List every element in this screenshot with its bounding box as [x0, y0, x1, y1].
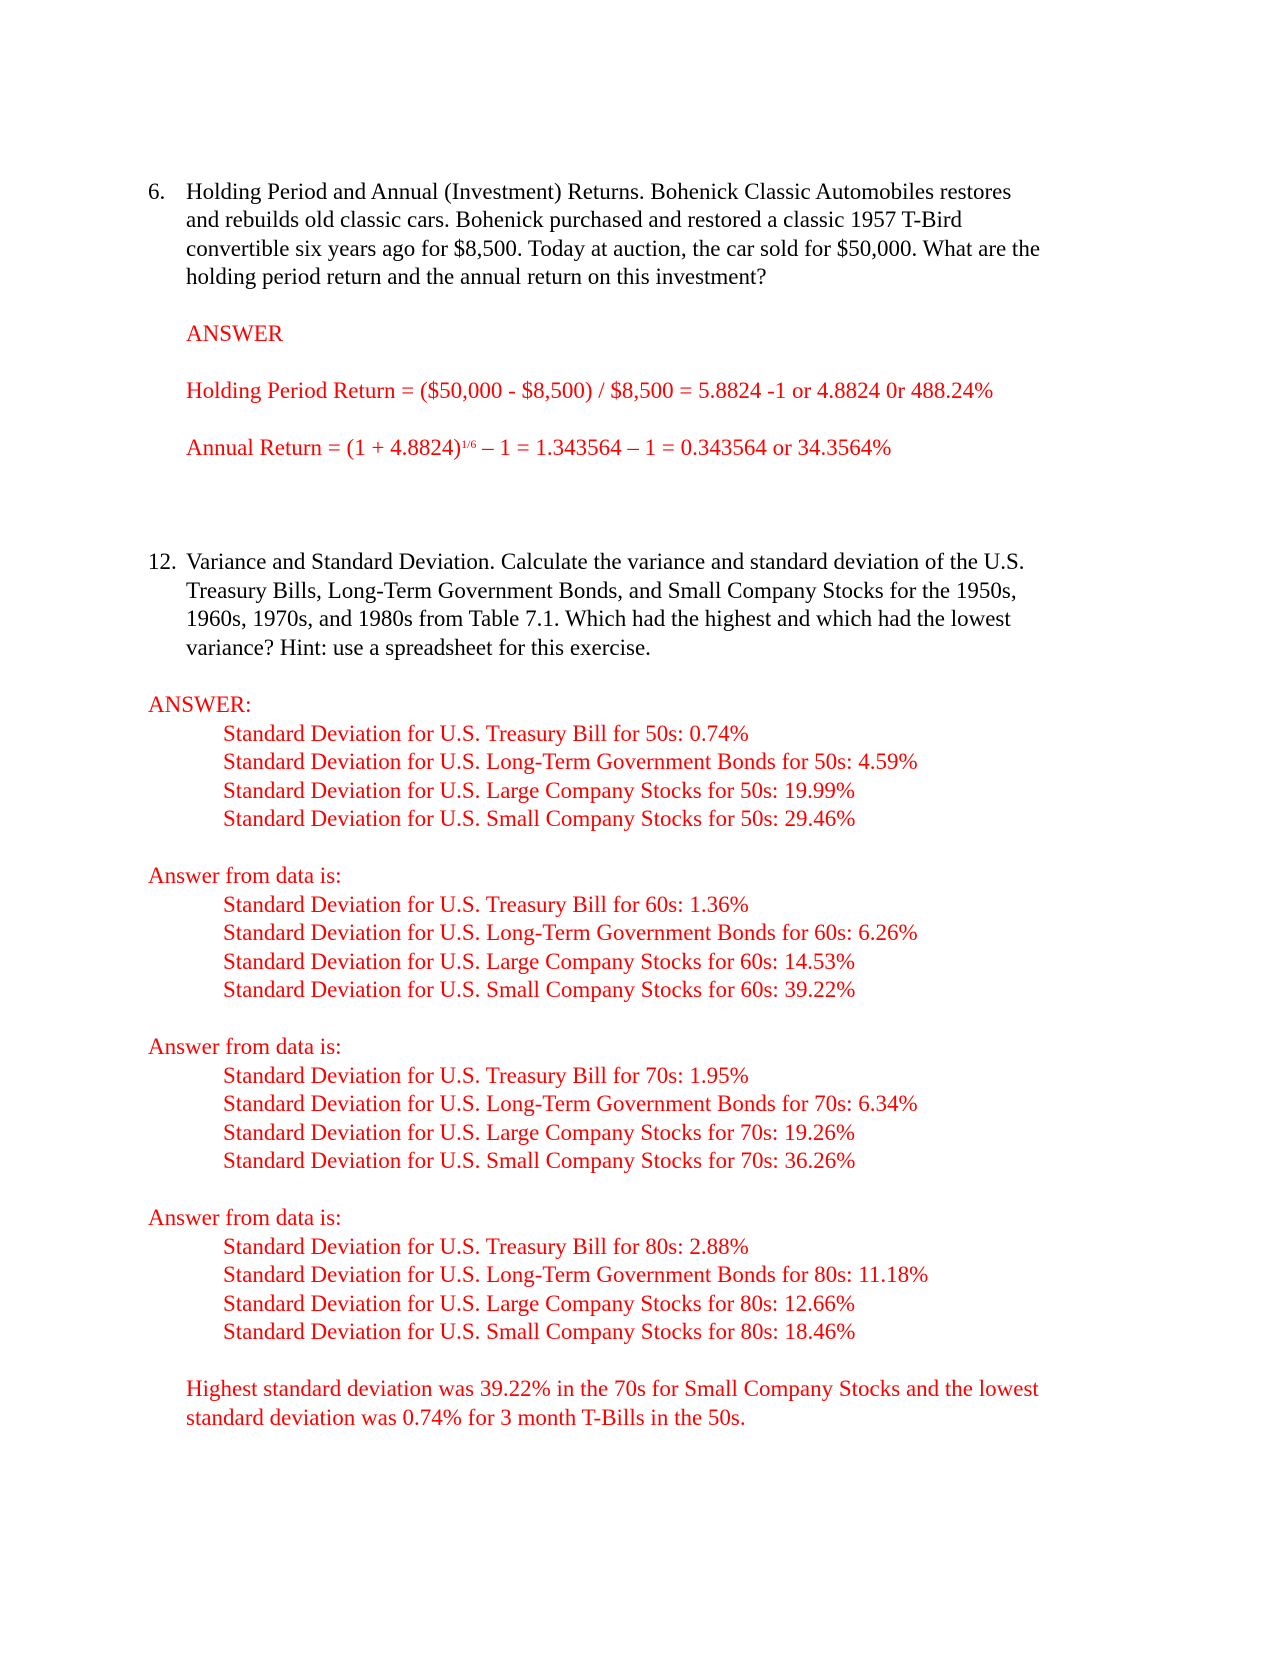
- conclusion-line: Highest standard deviation was 39.22% in the 70s for Small Company Stocks and the lowest: [186, 1376, 1039, 1401]
- answer-item: Standard Deviation for U.S. Long-Term Government Bonds for 50s: 4.59%: [223, 749, 918, 774]
- answer-item: Standard Deviation for U.S. Treasury Bill for 80s: 2.88%: [223, 1234, 749, 1259]
- answer-item: Standard Deviation for U.S. Long-Term Government Bonds for 70s: 6.34%: [223, 1091, 918, 1116]
- answer-item: Standard Deviation for U.S. Treasury Bill for 70s: 1.95%: [223, 1063, 749, 1088]
- question-text-line: 1960s, 1970s, and 1980s from Table 7.1. Which had the highest and which had the lowest: [186, 606, 1011, 631]
- answer-group-label: ANSWER:: [148, 692, 252, 717]
- answer-item: Standard Deviation for U.S. Small Company Stocks for 60s: 39.22%: [223, 977, 856, 1002]
- answer-group-label: Answer from data is:: [148, 1034, 342, 1059]
- annual-return-exponent: 1/6: [461, 437, 477, 451]
- answer-item: Standard Deviation for U.S. Treasury Bill for 50s: 0.74%: [223, 721, 749, 746]
- answer-label: ANSWER: [186, 321, 284, 346]
- holding-period-return: Holding Period Return = ($50,000 - $8,500) / $8,500 = 5.8824 -1 or 4.8824 0r 488.24%: [186, 378, 994, 403]
- question-text-line: Treasury Bills, Long-Term Government Bonds, and Small Company Stocks for the 1950s,: [186, 578, 1017, 603]
- answer-item: Standard Deviation for U.S. Long-Term Government Bonds for 60s: 6.26%: [223, 920, 918, 945]
- answer-item: Standard Deviation for U.S. Large Company Stocks for 70s: 19.26%: [223, 1120, 855, 1145]
- question-text-line: Variance and Standard Deviation. Calculate the variance and standard deviation of the U.S.: [186, 549, 1025, 574]
- question-text-line: Holding Period and Annual (Investment) Returns. Bohenick Classic Automobiles restores: [186, 179, 1012, 204]
- answer-group-label: Answer from data is:: [148, 1205, 342, 1230]
- question-text-line: variance? Hint: use a spreadsheet for this exercise.: [186, 635, 651, 660]
- answer-item: Standard Deviation for U.S. Small Company Stocks for 80s: 18.46%: [223, 1319, 856, 1344]
- answer-item: Standard Deviation for U.S. Small Company Stocks for 70s: 36.26%: [223, 1148, 856, 1173]
- answer-item: Standard Deviation for U.S. Small Company Stocks for 50s: 29.46%: [223, 806, 856, 831]
- answer-item: Standard Deviation for U.S. Large Company Stocks for 50s: 19.99%: [223, 778, 855, 803]
- conclusion-line: standard deviation was 0.74% for 3 month T-Bills in the 50s.: [186, 1405, 746, 1430]
- answer-group-label: Answer from data is:: [148, 863, 342, 888]
- question-number: 6.: [148, 179, 166, 204]
- answer-item: Standard Deviation for U.S. Large Company Stocks for 60s: 14.53%: [223, 949, 855, 974]
- annual-return-prefix: Annual Return = (1 + 4.8824): [186, 435, 462, 460]
- answer-item: Standard Deviation for U.S. Large Company Stocks for 80s: 12.66%: [223, 1291, 855, 1316]
- question-text-line: holding period return and the annual return on this investment?: [186, 264, 767, 289]
- question-text-line: and rebuilds old classic cars. Bohenick purchased and restored a classic 1957 T-Bird: [186, 207, 963, 232]
- annual-return: [186, 434, 891, 462]
- answer-item: Standard Deviation for U.S. Treasury Bill for 60s: 1.36%: [223, 892, 749, 917]
- question-text-line: convertible six years ago for $8,500. Today at auction, the car sold for $50,000. What are the: [186, 236, 1041, 261]
- question-number: 12.: [148, 549, 177, 574]
- annual-return-suffix: – 1 = 1.343564 – 1 = 0.343564 or 34.3564%: [476, 435, 892, 460]
- answer-item: Standard Deviation for U.S. Long-Term Government Bonds for 80s: 11.18%: [223, 1262, 929, 1287]
